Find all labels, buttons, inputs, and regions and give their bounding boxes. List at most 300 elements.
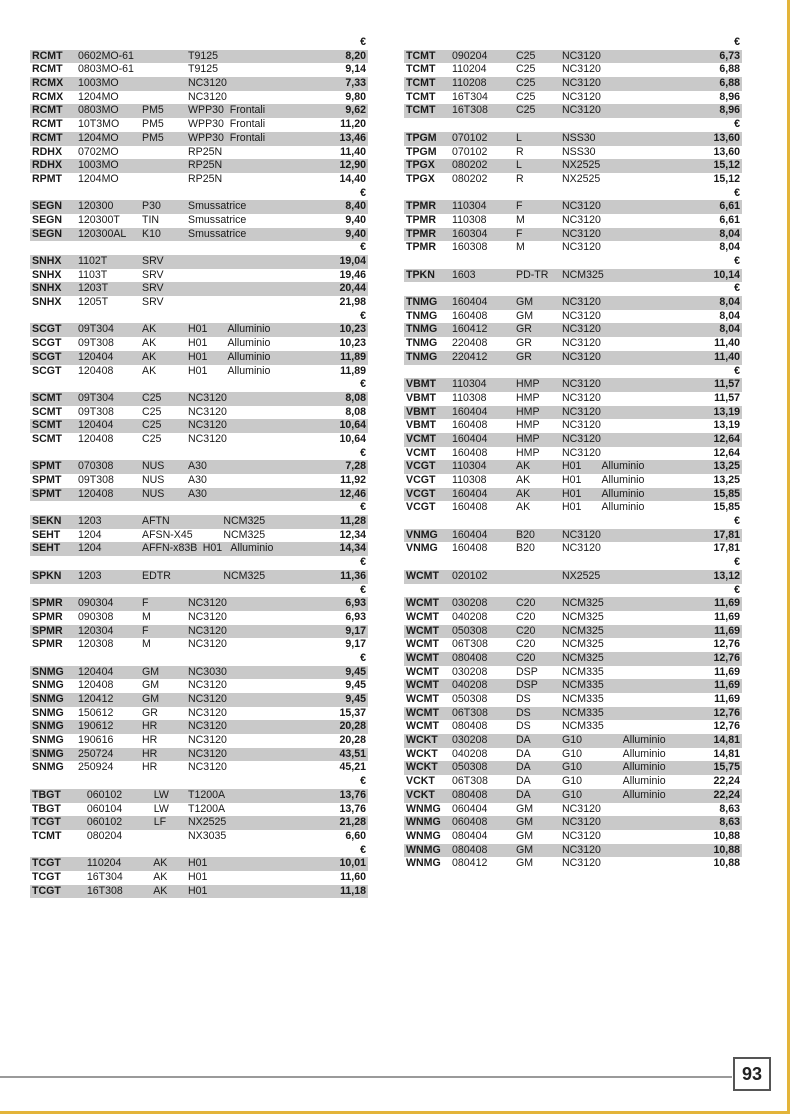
insert-code: SPMT <box>32 487 62 500</box>
price: 6,60 <box>345 829 366 842</box>
price-row <box>404 803 742 817</box>
price: 14,81 <box>713 747 740 760</box>
price: 10,64 <box>339 419 366 432</box>
chipbreaker: M <box>142 610 151 623</box>
price-row <box>30 419 368 433</box>
insert-size: 160404 <box>452 296 488 309</box>
chipbreaker: M <box>142 638 151 651</box>
insert-size: 160404 <box>452 432 488 445</box>
price-row <box>404 63 742 77</box>
chipbreaker: AK <box>516 501 531 514</box>
insert-size: 070102 <box>452 145 488 158</box>
price: 11,18 <box>340 884 366 897</box>
price-row <box>404 77 742 91</box>
insert-size: 220408 <box>452 337 488 350</box>
price: 6,93 <box>345 597 366 610</box>
grade: NC3120 <box>562 542 601 555</box>
insert-code: WNMG <box>406 857 441 870</box>
price-row <box>404 433 742 447</box>
insert-size: 040208 <box>452 679 488 692</box>
chipbreaker: DS <box>516 693 531 705</box>
insert-size: 09T308 <box>78 337 114 350</box>
insert-size: 09T304 <box>78 323 114 336</box>
euro-header: € <box>360 843 366 856</box>
insert-size: 1205T <box>78 296 109 309</box>
price-row <box>30 91 368 105</box>
chipbreaker: GR <box>516 350 532 363</box>
grade: NSS30 <box>562 131 596 144</box>
insert-size: 110304 <box>452 378 487 391</box>
chipbreaker: DA <box>516 788 531 801</box>
grade: H01 <box>188 857 208 870</box>
price: 9,17 <box>345 624 366 637</box>
insert-code: VBMT <box>406 405 437 418</box>
price: 15,75 <box>713 761 740 774</box>
insert-code: WNMG <box>406 829 441 842</box>
insert-size: 080404 <box>452 829 488 842</box>
price: 6,93 <box>345 610 366 623</box>
insert-code: SNMG <box>32 734 64 747</box>
price-row <box>30 871 368 885</box>
price: 7,33 <box>345 77 366 90</box>
price-row <box>30 255 368 269</box>
insert-size: 120404 <box>78 419 114 432</box>
price-row <box>404 392 742 406</box>
grade: NX2525 <box>562 159 601 172</box>
insert-code: VCGT <box>406 501 436 514</box>
price: 20,28 <box>339 720 366 733</box>
insert-size: 030208 <box>452 734 488 747</box>
chipbreaker: PM5 <box>142 131 164 144</box>
grade: NC3120 <box>188 706 227 719</box>
price-row <box>404 761 742 775</box>
grade: G10 Alluminio <box>562 775 666 788</box>
insert-size: 1204MO <box>78 131 119 144</box>
chipbreaker: C25 <box>516 63 536 76</box>
price-row <box>30 460 368 474</box>
grade: NCM325 <box>562 638 604 651</box>
grade: T9125 <box>188 49 219 62</box>
price-row <box>30 104 368 118</box>
insert-code: VCKT <box>406 775 435 788</box>
price-row <box>404 625 742 639</box>
insert-code: VCGT <box>406 460 436 473</box>
price: 8,63 <box>719 816 740 829</box>
insert-size: 120408 <box>78 487 114 500</box>
price: 11,89 <box>340 350 366 363</box>
grade: NCM335 <box>562 706 604 719</box>
price: 19,04 <box>339 255 366 267</box>
price-row <box>404 50 742 64</box>
price: 8,40 <box>345 200 366 213</box>
insert-code: VBMT <box>406 419 437 432</box>
grade: NC3120 <box>188 610 227 623</box>
price-row <box>30 269 368 283</box>
insert-code: TCGT <box>32 857 61 870</box>
chipbreaker: DS <box>516 720 531 733</box>
price-row <box>30 638 368 652</box>
grade: NC3120 <box>562 528 601 541</box>
price: 8,04 <box>719 296 740 309</box>
grade: NC3120 <box>562 241 601 254</box>
insert-size: 1204 <box>78 542 102 555</box>
insert-size: 120308 <box>78 638 114 651</box>
price: 13,25 <box>713 460 740 473</box>
chipbreaker: TIN <box>142 213 160 226</box>
price: 19,46 <box>339 268 366 281</box>
chipbreaker: C25 <box>516 90 536 103</box>
insert-code: RDHX <box>32 159 63 172</box>
price: 11,40 <box>714 337 740 350</box>
price: 9,17 <box>345 638 366 651</box>
insert-code: WNMG <box>406 816 441 829</box>
price: 11,69 <box>714 665 740 678</box>
price-row <box>30 611 368 625</box>
insert-size: 110204 <box>78 857 122 870</box>
price: 9,45 <box>345 679 366 692</box>
grade: H01 <box>188 884 208 897</box>
insert-code: VCKT <box>406 788 435 801</box>
chipbreaker: C25 <box>516 104 536 117</box>
insert-code: TPMR <box>406 213 437 226</box>
price-row <box>30 392 368 406</box>
price-row <box>30 679 368 693</box>
grade: NC3120 <box>562 49 601 62</box>
price: 11,28 <box>340 515 366 528</box>
price: 45,21 <box>339 761 366 774</box>
price-row <box>404 707 742 721</box>
price-row <box>404 447 742 461</box>
euro-header: € <box>734 36 740 48</box>
grade: NC3120 <box>562 200 601 213</box>
insert-code: RCMT <box>32 49 63 62</box>
price-row <box>404 104 742 118</box>
grade: NC3120 <box>188 734 227 747</box>
chipbreaker: C25 <box>142 419 162 432</box>
insert-code: SPMR <box>32 638 63 651</box>
chipbreaker: LW <box>142 788 169 801</box>
insert-size: 1102T <box>78 255 108 267</box>
insert-code: TPMR <box>406 241 437 254</box>
footer-rule <box>0 1076 732 1078</box>
price-row <box>404 789 742 803</box>
chipbreaker: F <box>142 624 149 637</box>
insert-code: TBGT <box>32 788 61 801</box>
insert-size: 10T3MO <box>78 118 120 131</box>
insert-code: TNMG <box>406 309 438 322</box>
price: 17,81 <box>713 542 740 555</box>
price: 13,25 <box>713 474 740 486</box>
insert-code: SCGT <box>32 337 62 350</box>
grade: NCM325 <box>562 597 604 610</box>
insert-size: 1003MO <box>78 159 119 172</box>
price: 7,28 <box>345 460 366 473</box>
insert-code: TCMT <box>406 104 436 117</box>
grade: NC3120 <box>562 337 601 350</box>
chipbreaker: F <box>516 227 523 240</box>
chipbreaker: PM5 <box>142 104 164 117</box>
insert-code: TCMT <box>406 49 436 62</box>
price-row <box>404 488 742 502</box>
chipbreaker: C25 <box>142 432 162 445</box>
insert-size: 080202 <box>452 172 488 185</box>
chipbreaker: F <box>142 597 149 610</box>
grade: NCM325 <box>562 624 604 637</box>
euro-header: € <box>734 515 740 528</box>
price-row <box>404 132 742 146</box>
chipbreaker: F <box>516 200 523 213</box>
price: 10,88 <box>713 829 740 842</box>
chipbreaker: GM <box>516 829 534 842</box>
price-row <box>404 200 742 214</box>
insert-code: SPMR <box>32 597 63 610</box>
grade: NC3120 <box>188 624 227 637</box>
price-row <box>404 474 742 488</box>
price: 9,45 <box>345 693 366 705</box>
euro-header: € <box>360 186 366 199</box>
insert-code: WNMG <box>406 843 441 856</box>
chipbreaker: HMP <box>516 391 540 404</box>
chipbreaker: GR <box>516 323 532 336</box>
price-row <box>30 597 368 611</box>
grade: A30 <box>188 487 207 500</box>
chipbreaker: HR <box>142 761 158 774</box>
insert-code: TPGM <box>406 145 437 158</box>
grade: H01 Alluminio <box>188 542 274 555</box>
insert-size: 16T304 <box>78 870 123 883</box>
insert-code: SPMT <box>32 474 62 486</box>
insert-size: 1203 <box>78 515 102 528</box>
price: 8,63 <box>719 802 740 815</box>
insert-size: 16T304 <box>452 90 488 103</box>
price-row <box>404 228 742 242</box>
chipbreaker: DA <box>516 734 531 747</box>
price: 9,45 <box>345 665 366 678</box>
price: 13,76 <box>339 802 366 815</box>
grade: NC3120 <box>188 405 227 418</box>
insert-size: 1204MO <box>78 90 119 103</box>
insert-size: 06T308 <box>452 775 488 788</box>
grade: G10 Alluminio <box>562 747 666 760</box>
insert-size: 120408 <box>78 432 114 445</box>
price-row <box>30 337 368 351</box>
chipbreaker: L <box>516 131 522 144</box>
price-row <box>30 365 368 379</box>
insert-size: 110308 <box>452 213 487 226</box>
price-row <box>404 146 742 160</box>
price: 11,69 <box>714 679 740 692</box>
grade: NC3120 <box>562 405 601 418</box>
chipbreaker: K10 <box>142 227 161 240</box>
insert-size: 020102 <box>452 569 488 582</box>
price-row <box>30 707 368 721</box>
insert-size: 1603 <box>452 268 476 281</box>
price: 12,64 <box>713 446 740 459</box>
price: 11,36 <box>340 569 366 582</box>
chipbreaker: GM <box>516 857 534 870</box>
price: 14,81 <box>713 734 740 747</box>
chipbreaker: GM <box>516 843 534 856</box>
chipbreaker: SRV <box>142 296 164 309</box>
chipbreaker: AK <box>142 323 157 336</box>
price: 6,88 <box>719 77 740 90</box>
chipbreaker: AK <box>516 460 531 473</box>
chipbreaker: GM <box>516 309 534 322</box>
price-row <box>404 666 742 680</box>
insert-size: 090308 <box>78 610 114 623</box>
chipbreaker: GM <box>142 665 160 678</box>
grade: NC3030 <box>188 665 227 678</box>
grade: A30 <box>188 460 207 473</box>
insert-code: VBMT <box>406 378 437 391</box>
price: 6,73 <box>719 49 740 62</box>
grade: NC3120 <box>188 720 227 733</box>
chipbreaker: AK <box>142 350 157 363</box>
grade: NC3120 <box>188 761 227 774</box>
insert-size: 160404 <box>452 405 488 418</box>
chipbreaker: GR <box>516 337 532 350</box>
insert-size: 160412 <box>452 323 488 336</box>
insert-size: 030208 <box>452 597 488 610</box>
price: 11,69 <box>714 597 740 610</box>
chipbreaker: AFTN <box>142 515 170 528</box>
grade: NC3120 <box>562 391 601 404</box>
chipbreaker: DSP <box>516 665 538 678</box>
chipbreaker: DA <box>516 761 531 774</box>
price: 13,19 <box>713 419 740 432</box>
insert-code: VCMT <box>406 432 437 445</box>
price-row <box>404 310 742 324</box>
price-row <box>404 269 742 283</box>
insert-code: SNMG <box>32 761 64 774</box>
grade: NC3120 <box>188 679 227 692</box>
insert-size: 050308 <box>452 761 488 774</box>
euro-header: € <box>360 36 366 48</box>
grade: NC3120 <box>188 638 227 651</box>
price: 10,01 <box>339 857 366 870</box>
price: 11,57 <box>714 391 740 404</box>
grade: WPP30 Frontali <box>188 118 266 131</box>
price-row <box>30 406 368 420</box>
grade: NC3120 <box>562 63 601 76</box>
insert-size: 1204 <box>78 528 102 541</box>
chipbreaker: HR <box>142 747 158 760</box>
grade: NX2525 <box>188 816 227 829</box>
insert-size: 120300AL <box>78 227 127 240</box>
grade: WPP30 Frontali <box>188 131 266 144</box>
chipbreaker: GM <box>142 679 160 692</box>
price-row <box>404 857 742 871</box>
price-row <box>30 146 368 160</box>
price: 15,85 <box>713 501 740 514</box>
price: 13,60 <box>713 145 740 158</box>
insert-code: TPMR <box>406 200 437 213</box>
price: 14,40 <box>339 172 366 185</box>
insert-size: 220412 <box>452 350 488 363</box>
chipbreaker: M <box>516 241 525 254</box>
insert-size: 110308 <box>452 391 487 404</box>
insert-code: VNMG <box>406 542 438 555</box>
grade: Smussatrice <box>188 227 247 240</box>
insert-size: 1003MO <box>78 77 119 90</box>
price: 10,23 <box>339 337 366 350</box>
euro-header: € <box>734 364 740 377</box>
chipbreaker: NUS <box>142 460 165 473</box>
euro-header: € <box>360 583 366 596</box>
price: 10,88 <box>713 843 740 856</box>
grade: NX2525 <box>562 172 601 185</box>
insert-code: SCGT <box>32 323 62 336</box>
grade: NCM335 <box>562 693 604 705</box>
price-row <box>404 460 742 474</box>
price-row <box>30 720 368 734</box>
insert-size: 1203 <box>78 569 102 582</box>
price-row <box>404 570 742 584</box>
insert-code: TPGM <box>406 131 437 144</box>
price: 22,24 <box>713 788 740 801</box>
grade: NSS30 <box>562 145 596 158</box>
insert-code: WCMT <box>406 651 439 664</box>
price-row <box>30 173 368 187</box>
price-row <box>404 775 742 789</box>
price: 15,12 <box>713 159 740 172</box>
insert-code: WCMT <box>406 665 439 678</box>
price: 12,76 <box>713 706 740 719</box>
price-row <box>30 118 368 132</box>
grade: NC3120 <box>562 816 601 829</box>
insert-size: 09T308 <box>78 405 114 418</box>
grade: NC3120 <box>562 350 601 363</box>
insert-size: 16T308 <box>452 104 488 117</box>
price: 20,44 <box>339 282 366 295</box>
insert-code: RCMT <box>32 118 63 131</box>
price-row <box>404 748 742 762</box>
euro-header: € <box>360 241 366 254</box>
price: 8,08 <box>345 391 366 404</box>
price: 12,76 <box>713 651 740 664</box>
grade: H01 Alluminio <box>188 323 271 336</box>
price-row <box>404 159 742 173</box>
insert-code: RCMX <box>32 90 64 103</box>
insert-code: WCMT <box>406 706 439 719</box>
price-row <box>404 351 742 365</box>
grade: H01 Alluminio <box>188 364 271 377</box>
insert-code: TPGX <box>406 159 435 172</box>
price: 10,64 <box>339 432 366 445</box>
price: 21,28 <box>339 816 366 829</box>
price-row <box>404 830 742 844</box>
price-row <box>30 885 368 899</box>
price: 9,14 <box>345 63 366 76</box>
price-row <box>30 529 368 543</box>
insert-code: WCMT <box>406 693 439 705</box>
insert-code: WCMT <box>406 720 439 733</box>
chipbreaker: PD-TR <box>516 268 549 281</box>
insert-size: 150612 <box>78 706 114 719</box>
insert-size: 160408 <box>452 542 488 555</box>
insert-code: SCGT <box>32 350 62 363</box>
insert-code: WCMT <box>406 624 439 637</box>
euro-header: € <box>360 775 366 788</box>
chipbreaker: GM <box>516 802 534 815</box>
insert-size: 09T308 <box>78 474 114 486</box>
price-row <box>30 474 368 488</box>
price: 13,76 <box>339 788 366 801</box>
insert-code: TPGX <box>406 172 435 185</box>
chipbreaker: HMP <box>516 419 540 432</box>
chipbreaker: C20 <box>516 597 536 610</box>
insert-size: 09T304 <box>78 391 114 404</box>
